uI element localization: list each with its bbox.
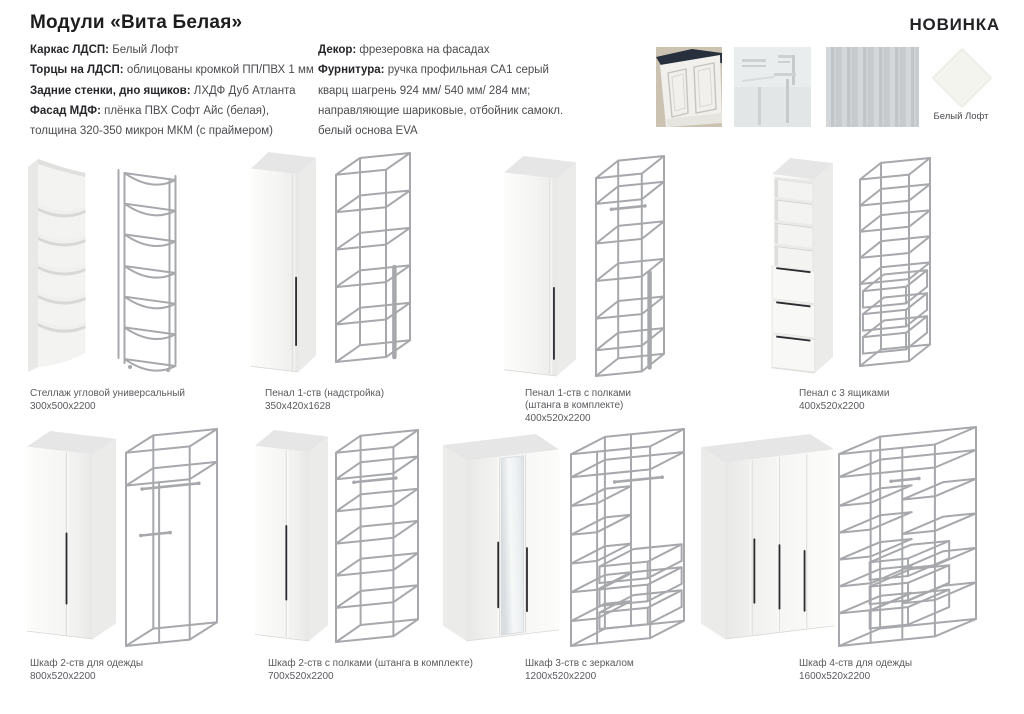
module-3-wireframe-view (596, 156, 670, 376)
module-4-solid-view (772, 158, 833, 373)
spec-line: белый основа EVA (318, 125, 418, 138)
color-swatch-diamond (932, 48, 991, 107)
module-7-wireframe-view (571, 429, 684, 646)
module-dims: 800х520х2200 (30, 671, 96, 682)
module-label (525, 388, 631, 425)
module-name: Шкаф 2-ств с полками (штанга в комплекте) (268, 658, 473, 669)
module-label (265, 388, 384, 413)
specs-column-right (318, 40, 608, 141)
module-label (799, 658, 912, 683)
spec-line: кварц шагрень 924 мм/ 540 мм/ 284 мм; (318, 84, 531, 97)
module-1-solid-view (28, 155, 86, 373)
module-label (30, 658, 143, 683)
color-swatch-label: Белый Лофт (933, 111, 989, 122)
spec-line: толщина 320-350 микрон МКМ (с праймером) (30, 125, 274, 138)
spec-line: Задние стенки, дно ящиков: ЛХДФ Дуб Атланта (30, 84, 296, 97)
module-5-solid-view (27, 431, 116, 639)
module-dims: 400х520х2200 (525, 413, 591, 424)
page-title: Модули «Вита Белая» (30, 12, 243, 33)
module-label (799, 388, 889, 413)
module-name: (штанга в комплекте) (525, 400, 624, 411)
spec-line: Фасад МДФ: плёнка ПВХ Софт Айс (белая), (30, 104, 270, 117)
module-label (30, 388, 185, 413)
module-name: Пенал 1-ств с полками (525, 388, 631, 399)
module-dims: 1200х520х2200 (525, 671, 597, 682)
module-name: Пенал с 3 ящиками (799, 388, 890, 399)
facade-grooves-photo (826, 47, 919, 127)
module-name: Шкаф 2-ств для одежды (30, 658, 144, 669)
facade-milling-photo (734, 47, 811, 127)
module-name: Шкаф 3-ств с зеркалом (525, 658, 634, 669)
module-1-wireframe-view (116, 160, 178, 372)
module-2-wireframe-view (336, 153, 416, 362)
module-6-wireframe-view (336, 430, 418, 642)
module-3-solid-view (504, 156, 576, 376)
module-dims: 400х520х2200 (799, 401, 865, 412)
module-name: Шкаф 4-ств для одежды (799, 658, 913, 669)
module-2-solid-view (251, 152, 316, 372)
module-7-solid-view (443, 434, 559, 641)
module-dims: 300х500х2200 (30, 401, 96, 412)
specs-column-left (30, 40, 320, 141)
module-8-wireframe-view (839, 427, 976, 646)
module-6-solid-view (255, 430, 328, 641)
spec-line: Каркас ЛДСП: Белый Лофт (30, 44, 179, 56)
module-label (268, 658, 473, 683)
module-4-wireframe-view (860, 158, 930, 366)
spec-line: Фурнитура: ручка профильная СА1 серый (318, 64, 549, 77)
spec-line: Торцы на ЛДСП: облицованы кромкой ПП/ПВХ 1 мм (30, 64, 314, 77)
module-name: Пенал 1-ств (надстройка) (265, 388, 385, 399)
module-5-wireframe-view (126, 429, 217, 646)
novinka-badge: НОВИНКА (909, 15, 1000, 34)
facade-corner-photo (656, 47, 722, 127)
spec-line: Декор: фрезеровка на фасадах (318, 44, 490, 56)
module-name: Стеллаж угловой универсальный (30, 388, 186, 399)
module-dims: 1600х520х2200 (799, 671, 871, 682)
module-dims: 350х420х1628 (265, 401, 331, 412)
module-dims: 700х520х2200 (268, 671, 334, 682)
spec-line: направляющие шариковые, отбойник самокл. (318, 104, 564, 117)
module-8-solid-view (701, 434, 834, 639)
module-label (525, 658, 634, 683)
